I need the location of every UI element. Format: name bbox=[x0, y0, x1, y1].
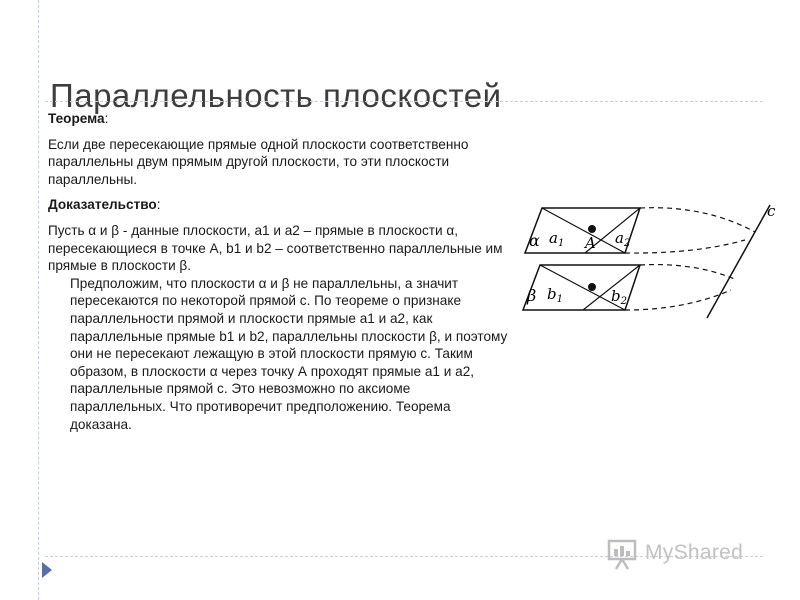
theorem-text: Если две пересекающие прямые одной плоскости соответственно параллельны двум прямым другой плоскости, то эти плоскости параллельны. bbox=[48, 136, 469, 187]
label-b1 bbox=[547, 285, 563, 305]
label-a2-letter: a bbox=[615, 229, 624, 247]
proof-label: Доказательство bbox=[48, 197, 157, 213]
line-c bbox=[707, 205, 770, 318]
next-slide-arrow-icon[interactable] bbox=[42, 562, 52, 578]
label-line-c: c bbox=[767, 202, 776, 220]
label-a1-letter: a bbox=[549, 229, 558, 247]
theorem-label: Теорема bbox=[48, 111, 105, 126]
slide-title: Параллельность плоскостей bbox=[50, 77, 502, 115]
left-divider bbox=[38, 0, 39, 600]
spacer bbox=[48, 214, 508, 222]
label-b1-letter: b bbox=[547, 285, 557, 303]
label-beta: β bbox=[527, 286, 537, 305]
dashed-arc-bottom-lower bbox=[625, 290, 731, 310]
proof-colon: : bbox=[156, 197, 161, 213]
logo-text: MyShared bbox=[645, 541, 744, 564]
label-b2 bbox=[611, 287, 627, 307]
myshared-logo bbox=[605, 535, 765, 571]
label-a2 bbox=[615, 229, 630, 249]
title-divider bbox=[45, 101, 763, 102]
label-b1-subscript: 1 bbox=[556, 294, 563, 305]
theorem-heading bbox=[48, 110, 508, 128]
point-b-dot bbox=[588, 283, 596, 291]
presentation-icon bbox=[605, 535, 641, 571]
spacer bbox=[48, 188, 508, 196]
proof-paragraph-2: Предположим, что плоскости α и β не параллельны, а значит пересекаются по некоторой прямой с. По теореме о признаке параллельности прямой и плоскости прямые а1 и а2, как параллельные прямые b1 и b2, параллельны плоскости β, и поэтому они не пересекают лежащую в этой плоскости прямую с. Таким образом, в плоскости α через точку А проходят прямые а1 и а2, параллельные прямой с. Это невозможно по аксиоме параллельных. Что противоречит предположению. Теорема доказана. bbox=[70, 275, 508, 432]
label-a2-subscript: 2 bbox=[623, 238, 631, 249]
proof-heading bbox=[48, 196, 508, 214]
label-a1 bbox=[549, 229, 564, 249]
dashed-arc-top-upper bbox=[640, 208, 755, 232]
label-point-a: A bbox=[585, 234, 596, 252]
proof-paragraph-1: Пусть α и β - данные плоскости, а1 и а2 – прямые в плоскости α, пересекающиеся в точке А, b1 и b2 – соответственно параллельные им прямые в плоскости β. bbox=[48, 222, 503, 274]
label-b2-letter: b bbox=[611, 287, 621, 305]
label-alpha: α bbox=[529, 231, 540, 250]
planes-diagram bbox=[505, 190, 795, 320]
label-a1-subscript: 1 bbox=[557, 238, 565, 249]
dashed-arc-bottom-upper bbox=[640, 265, 737, 280]
dashed-arc-top-lower bbox=[625, 240, 745, 253]
label-b2-subscript: 2 bbox=[620, 296, 627, 307]
slide-body bbox=[48, 110, 508, 433]
point-a-dot bbox=[588, 225, 596, 233]
spacer bbox=[48, 128, 508, 136]
theorem-colon: : bbox=[104, 111, 109, 126]
